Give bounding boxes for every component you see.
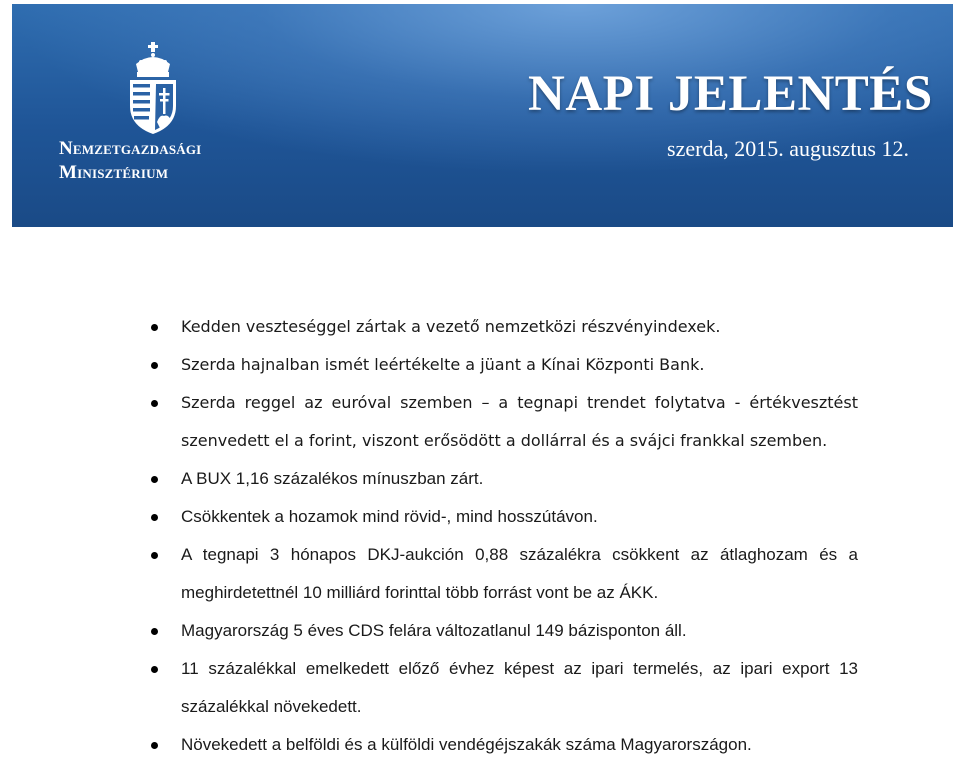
bullet-icon bbox=[151, 324, 158, 331]
bullet-icon bbox=[151, 742, 158, 749]
ministry-name bbox=[59, 137, 249, 185]
list-item bbox=[143, 726, 858, 764]
ministry-line-1: Nemzetgazdasági bbox=[59, 138, 202, 159]
list-item bbox=[143, 612, 858, 650]
list-item-text: Magyarország 5 éves CDS felára változatlanul 149 bázisponton áll. bbox=[181, 621, 687, 640]
hungarian-coat-of-arms-icon bbox=[124, 42, 182, 136]
list-item bbox=[143, 498, 858, 536]
bullet-icon bbox=[151, 628, 158, 635]
ministry-line-2: Minisztérium bbox=[59, 162, 169, 183]
list-item bbox=[143, 536, 858, 612]
list-item-text: Szerda hajnalban ismét leértékelte a jüant a Kínai Központi Bank. bbox=[181, 355, 705, 374]
list-item bbox=[143, 308, 858, 346]
report-date: szerda, 2015. augusztus 12. bbox=[667, 136, 909, 161]
bullet-icon bbox=[151, 400, 158, 407]
list-item-text: Kedden veszteséggel zártak a vezető nemzetközi részvényindexek. bbox=[181, 317, 721, 336]
bullet-icon bbox=[151, 514, 158, 521]
bullet-icon bbox=[151, 552, 158, 559]
list-item-text: Csökkentek a hozamok mind rövid-, mind hosszútávon. bbox=[181, 507, 598, 526]
report-title: NAPI JELENTÉS bbox=[528, 66, 933, 122]
list-item-text: Szerda reggel az euróval szemben – a tegnapi trendet folytatva - értékvesztést szenvedett el a forint, viszont erősödött a dollárral és a svájci frankkal szemben. bbox=[181, 393, 858, 450]
header-banner bbox=[12, 4, 953, 227]
bullet-icon bbox=[151, 666, 158, 673]
list-item-text: Növekedett a belföldi és a külföldi vendégéjszakák száma Magyarországon. bbox=[181, 735, 752, 754]
news-bullet-list bbox=[143, 308, 858, 764]
list-item bbox=[143, 650, 858, 726]
list-item bbox=[143, 384, 858, 460]
bullet-icon bbox=[151, 476, 158, 483]
list-item bbox=[143, 460, 858, 498]
list-item-text: 11 százalékkal emelkedett előző évhez képest az ipari termelés, az ipari export 13 százalékkal növekedett. bbox=[181, 659, 858, 716]
bullet-icon bbox=[151, 362, 158, 369]
list-item-text: A BUX 1,16 százalékos mínuszban zárt. bbox=[181, 469, 484, 488]
list-item-text: A tegnapi 3 hónapos DKJ-aukción 0,88 százalékra csökkent az átlaghozam és a meghirdetettnél 10 milliárd forinttal több forrást vont be az ÁKK. bbox=[181, 545, 858, 602]
list-item bbox=[143, 346, 858, 384]
